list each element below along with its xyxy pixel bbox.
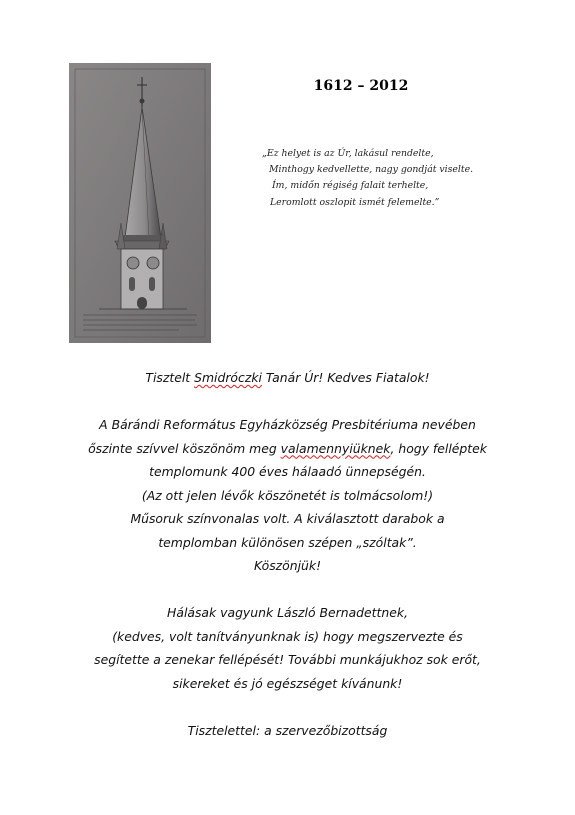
line-word: valamennyiüknek <box>280 440 391 456</box>
paragraph-line: templomban különösen szépen „szóltak”. <box>158 534 417 550</box>
paragraph-line: templomunk 400 éves hálaadó ünnepségén. <box>149 464 426 479</box>
paragraph-line: Hálásak vagyunk László Bernadettnek, <box>167 605 408 620</box>
paragraph-line: segítette a zenekar fellépését! További munkájukhoz sok erőt, <box>94 652 481 667</box>
poem-quote <box>262 146 474 211</box>
paragraph-line <box>40 437 535 461</box>
church-tower-drawing <box>69 63 211 343</box>
paragraph-line: Műsoruk színvonalas volt. A kiválasztott darabok a <box>130 511 445 526</box>
thank-you-letter <box>40 366 535 742</box>
year-range-heading: 1612 – 2012 <box>313 78 409 94</box>
greeting <box>40 366 535 390</box>
closing-signature: Tisztelettel: a szervezőbizottság <box>187 722 388 738</box>
greeting-text: Tanár Úr! Kedves Fiatalok! <box>261 370 430 385</box>
quote-line: „Ez helyet is az Úr, lakásul rendelte, <box>262 148 434 159</box>
line-text: , hogy felléptek <box>390 440 487 456</box>
paragraph-line: sikereket és jó egészséget kívánunk! <box>172 675 403 691</box>
paragraph-line: (Az ott jelen lévők köszönetét is tolmácsolom!) <box>141 487 434 503</box>
quote-line: Leromlott oszlopit ismét felemelte.” <box>270 196 440 208</box>
paragraph-line: (kedves, volt tanítványunknak is) hogy megszervezte és <box>112 628 463 644</box>
paragraph-line: Köszönjük! <box>253 558 322 573</box>
paragraph-line: A Bárándi Református Egyházközség Presbitériuma nevében <box>99 417 476 432</box>
quote-line: Minthogy kedvellette, nagy gondját viselte. <box>269 164 474 176</box>
greeting-text: Tisztelt <box>145 370 195 385</box>
quote-line: Ím, midőn régiség falait terhelte, <box>272 180 429 192</box>
line-text: őszinte szívvel köszönöm meg <box>88 440 281 456</box>
greeting-name: Smidróczki <box>194 370 262 385</box>
